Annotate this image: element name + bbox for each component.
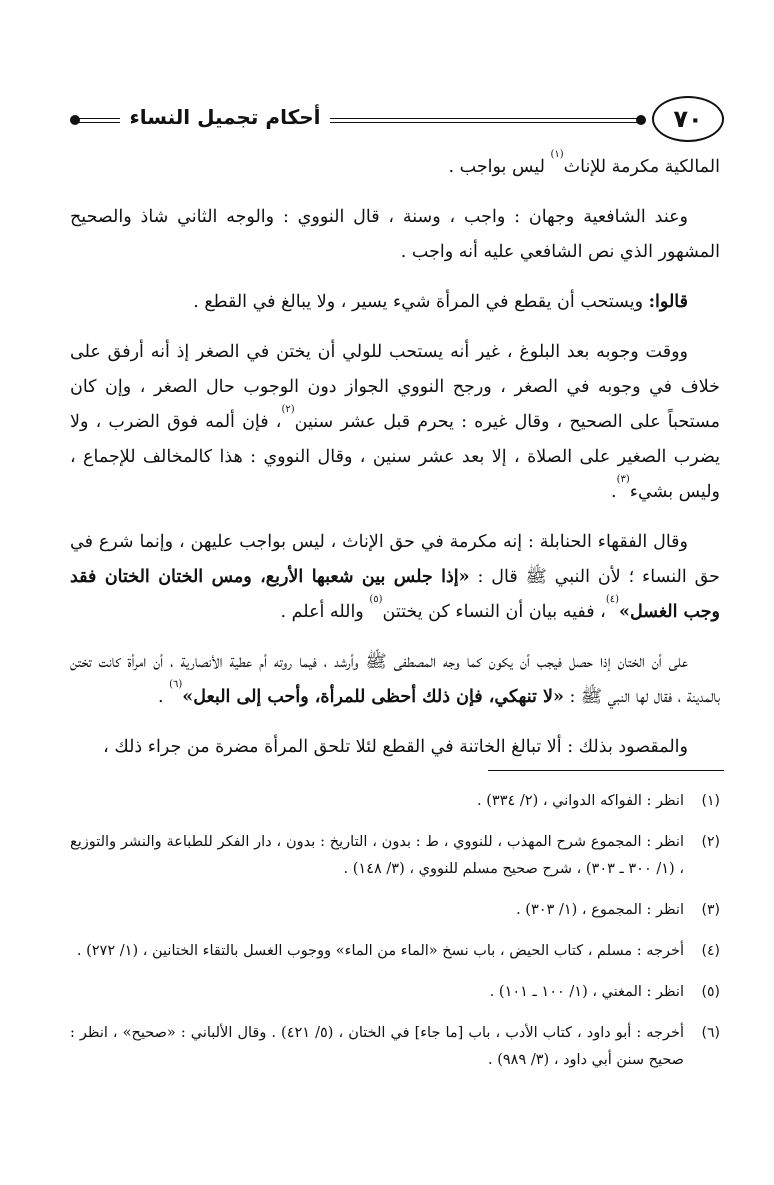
footnote-number: (٦) [701, 1025, 720, 1041]
text-run: والمقصود بذلك : ألا تبالغ الخاتنة في القطع لئلا تلحق المرأة مضرة من جراء ذلك ، [103, 737, 688, 757]
footnote-text: انظر : المجموع ، (١/ ٣٠٣) . [516, 902, 684, 918]
footnote-number: (٤) [701, 943, 720, 959]
text-run: ويستحب أن يقطع في المرأة شيء يسير ، ولا يبالغ في القطع . [193, 292, 649, 312]
running-title: أحكام تجميل النساء [120, 100, 330, 134]
text-run: ، ففيه بيان أن النساء كن يختتن [382, 602, 606, 622]
footnote-number: (٣) [701, 902, 720, 918]
footnote-marker: (٢) [281, 404, 295, 415]
text-run: وقال الفقهاء الحنابلة : إنه مكرمة في حق الإناث ، ليس بواجب عليهن ، وإنما شرع في حق النساء ؛ لأن النبي ﷺ قال : [70, 532, 721, 587]
footnote-text: انظر : المغني ، (١/ ١٠٠ ـ ١٠١) . [489, 984, 684, 1000]
paragraph [70, 525, 720, 630]
text-run: ، فإن ألمه فوق الضرب ، ولا يضرب الصغير على الصلاة ، إلا بعد عشر سنين ، وقال النووي : هذا كالمخالف للإجماع ، وليس بشيء [70, 412, 720, 502]
text-run: وعند الشافعية وجهان : واجب ، وسنة ، قال النووي : والوجه الثاني شاذ والصحيح المشهور الذي نص الشافعي عليه أنه واجب . [70, 207, 720, 262]
quoted-text: «لا تنهكي، فإن ذلك أحظى للمرأة، وأحب إلى البعل» [182, 687, 564, 707]
footnote [70, 979, 720, 1006]
paragraph [70, 335, 720, 510]
body-text [70, 150, 720, 780]
footnote-text: انظر : المجموع شرح المهذب ، للنووي ، ط : بدون ، التاريخ : بدون ، دار الفكر للطباعة والنشر والتوزيع ، (١/ ٣٠٠ ـ ٣٠٣) ، شرح صحيح مسلم للنووي ، (٣/ ١٤٨) . [70, 834, 684, 877]
text-run: ووقت وجوبه بعد البلوغ ، غير أنه يستحب للولي أن يختن في الصغر إذ أنه أرفق على خلاف في وجوبه في الصغر ، ورجح النووي الجواز دون الوجوب حال الصغر ، وإن كان مستحباً على الصحيح ، وقال غيره : يحرم قبل عشر سنين [70, 342, 720, 432]
paragraph [70, 200, 720, 270]
footnote-text: أخرجه : مسلم ، كتاب الحيض ، باب نسخ «الماء من الماء» ووجوب الغسل بالتقاء الختانين ، (١/ ٢٧٢) . [76, 943, 684, 959]
header-dot [70, 115, 80, 125]
paragraph [70, 645, 720, 715]
footnote-number: (٥) [701, 984, 720, 1000]
footnotes [70, 788, 720, 1088]
footnote [70, 1020, 720, 1074]
footnote-number: (١) [701, 793, 720, 809]
paragraph [70, 285, 720, 320]
quoted-text: قالوا: [648, 292, 688, 312]
footnote-marker: (١) [550, 149, 564, 160]
footnote [70, 897, 720, 924]
header-dot [636, 115, 646, 125]
quoted-text: «إذا جلس بين شعبها الأربع، ومس الختان الختان فقد وجب الغسل» [70, 567, 720, 622]
footnote [70, 938, 720, 965]
footnote-marker: (٥) [369, 594, 383, 605]
footnote-marker: (٤) [605, 594, 620, 605]
text-run: ليس بواجب . [448, 157, 551, 177]
text-run: والله أعلم . [280, 602, 370, 622]
paragraph [70, 150, 720, 185]
footnote [70, 788, 720, 815]
footnote-text: أخرجه : أبو داود ، كتاب الأدب ، باب [ما جاء] في الختان ، (٥/ ٤٢١) . وقال الألباني : «صحيح» ، انظر : صحيح سنن أبي داود ، (٣/ ٩٨٩) . [70, 1025, 685, 1068]
footnote-marker: (٦) [169, 679, 183, 690]
text-run: على أن الختان إذا حصل فيجب أن يكون كما وجه المصطفى ﷺ وأرشد ، فيما روته أم عطية الأنصارية ، أن امرأة كانت تختن بالمدينة ، فقال لها النبي ﷺ : [70, 652, 720, 707]
footnote [70, 829, 720, 883]
footnote-number: (٢) [701, 834, 720, 850]
text-run: المالكية مكرمة للإناث [563, 157, 720, 177]
footnote-marker: (٣) [616, 474, 630, 485]
paragraph [70, 730, 720, 765]
footnote-text: انظر : الفواكه الدواني ، (٢/ ٣٣٤) . [477, 793, 684, 809]
text-run: . [157, 687, 170, 707]
page-number: ٧٠ [652, 96, 724, 142]
footnote-separator [488, 770, 724, 771]
text-run: . [611, 482, 617, 502]
page-header [58, 96, 724, 154]
